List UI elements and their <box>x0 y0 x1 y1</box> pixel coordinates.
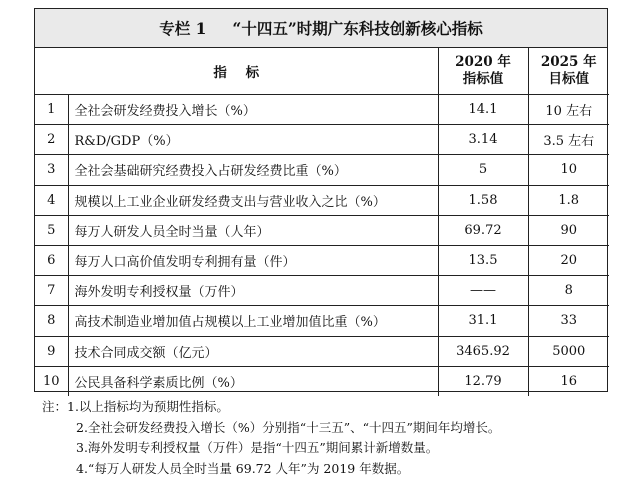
row-number: 8 <box>35 306 68 336</box>
header-2025 <box>528 48 609 95</box>
table-row <box>35 125 609 155</box>
row-number: 5 <box>35 215 68 245</box>
value-2020: 14.1 <box>438 95 528 125</box>
value-2020: 69.72 <box>438 215 528 245</box>
target-2025: 33 <box>528 306 609 336</box>
indicator-name: 全社会基础研究经费投入占研发经费比重（%） <box>68 155 438 185</box>
indicator-name: 公民具备科学素质比例（%） <box>68 366 438 396</box>
row-number: 4 <box>35 185 68 215</box>
row-number: 6 <box>35 245 68 275</box>
table-row <box>35 276 609 306</box>
note-line: 4.“每万人研发人员全时当量 69.72 人年”为 2019 年数据。 <box>76 460 410 476</box>
row-number: 3 <box>35 155 68 185</box>
row-number: 7 <box>35 276 68 306</box>
target-2025: 5000 <box>528 336 609 366</box>
indicator-name: 海外发明专利授权量（万件） <box>68 276 438 306</box>
target-2025: 1.8 <box>528 185 609 215</box>
value-2020: 31.1 <box>438 306 528 336</box>
target-2025: 8 <box>528 276 609 306</box>
table-row <box>35 336 609 366</box>
title-text: “十四五”时期广东科技创新核心指标 <box>232 19 483 38</box>
table-row <box>35 306 609 336</box>
indicator-name: R&D/GDP（%） <box>68 125 438 155</box>
indicator-name: 每万人研发人员全时当量（人年） <box>68 215 438 245</box>
value-2020: —— <box>438 276 528 306</box>
header-2025-target: 目标值 <box>548 71 589 87</box>
value-2020: 3465.92 <box>438 336 528 366</box>
indicator-name: 技术合同成交额（亿元） <box>68 336 438 366</box>
value-2020: 3.14 <box>438 125 528 155</box>
row-number: 2 <box>35 125 68 155</box>
indicator-grid <box>35 48 609 396</box>
row-number: 10 <box>35 366 68 396</box>
notes <box>42 397 612 479</box>
header-2025-year: 2025 年 <box>540 54 597 70</box>
row-number: 1 <box>35 95 68 125</box>
value-2020: 1.58 <box>438 185 528 215</box>
indicator-table <box>34 8 608 392</box>
table-row <box>35 245 609 275</box>
header-indicator: 指 标 <box>35 48 438 95</box>
target-2025: 10 左右 <box>528 95 609 125</box>
value-2020: 12.79 <box>438 366 528 396</box>
value-2020: 5 <box>438 155 528 185</box>
target-2025: 10 <box>528 155 609 185</box>
note-line: 3.海外发明专利授权量（万件）是指“十四五”期间累计新增数量。 <box>76 440 439 455</box>
indicator-name: 每万人口高价值发明专利拥有量（件） <box>68 245 438 275</box>
indicator-name: 全社会研发经费投入增长（%） <box>68 95 438 125</box>
table-row <box>35 185 609 215</box>
note-line: 2.全社会研发经费投入增长（%）分别指“十三五”、“十四五”期间年均增长。 <box>76 419 501 435</box>
column-label: 专栏 1 <box>159 19 207 38</box>
table-body <box>35 95 609 396</box>
value-2020: 13.5 <box>438 245 528 275</box>
target-2025: 20 <box>528 245 609 275</box>
target-2025: 3.5 左右 <box>528 125 609 155</box>
note-line: 注：1.以上指标均为预期性指标。 <box>42 399 229 414</box>
header-2020 <box>438 48 528 95</box>
row-number: 9 <box>35 336 68 366</box>
table-row <box>35 215 609 245</box>
table-row <box>35 155 609 185</box>
table-title <box>35 9 607 48</box>
target-2025: 16 <box>528 366 609 396</box>
header-row <box>35 48 609 95</box>
indicator-name: 规模以上工业企业研发经费支出与营业收入之比（%） <box>68 185 438 215</box>
target-2025: 90 <box>528 215 609 245</box>
table-row <box>35 366 609 396</box>
indicator-name: 高技术制造业增加值占规模以上工业增加值比重（%） <box>68 306 438 336</box>
header-2020-year: 2020 年 <box>455 54 511 70</box>
header-2020-value: 指标值 <box>462 71 504 87</box>
table-row <box>35 95 609 125</box>
